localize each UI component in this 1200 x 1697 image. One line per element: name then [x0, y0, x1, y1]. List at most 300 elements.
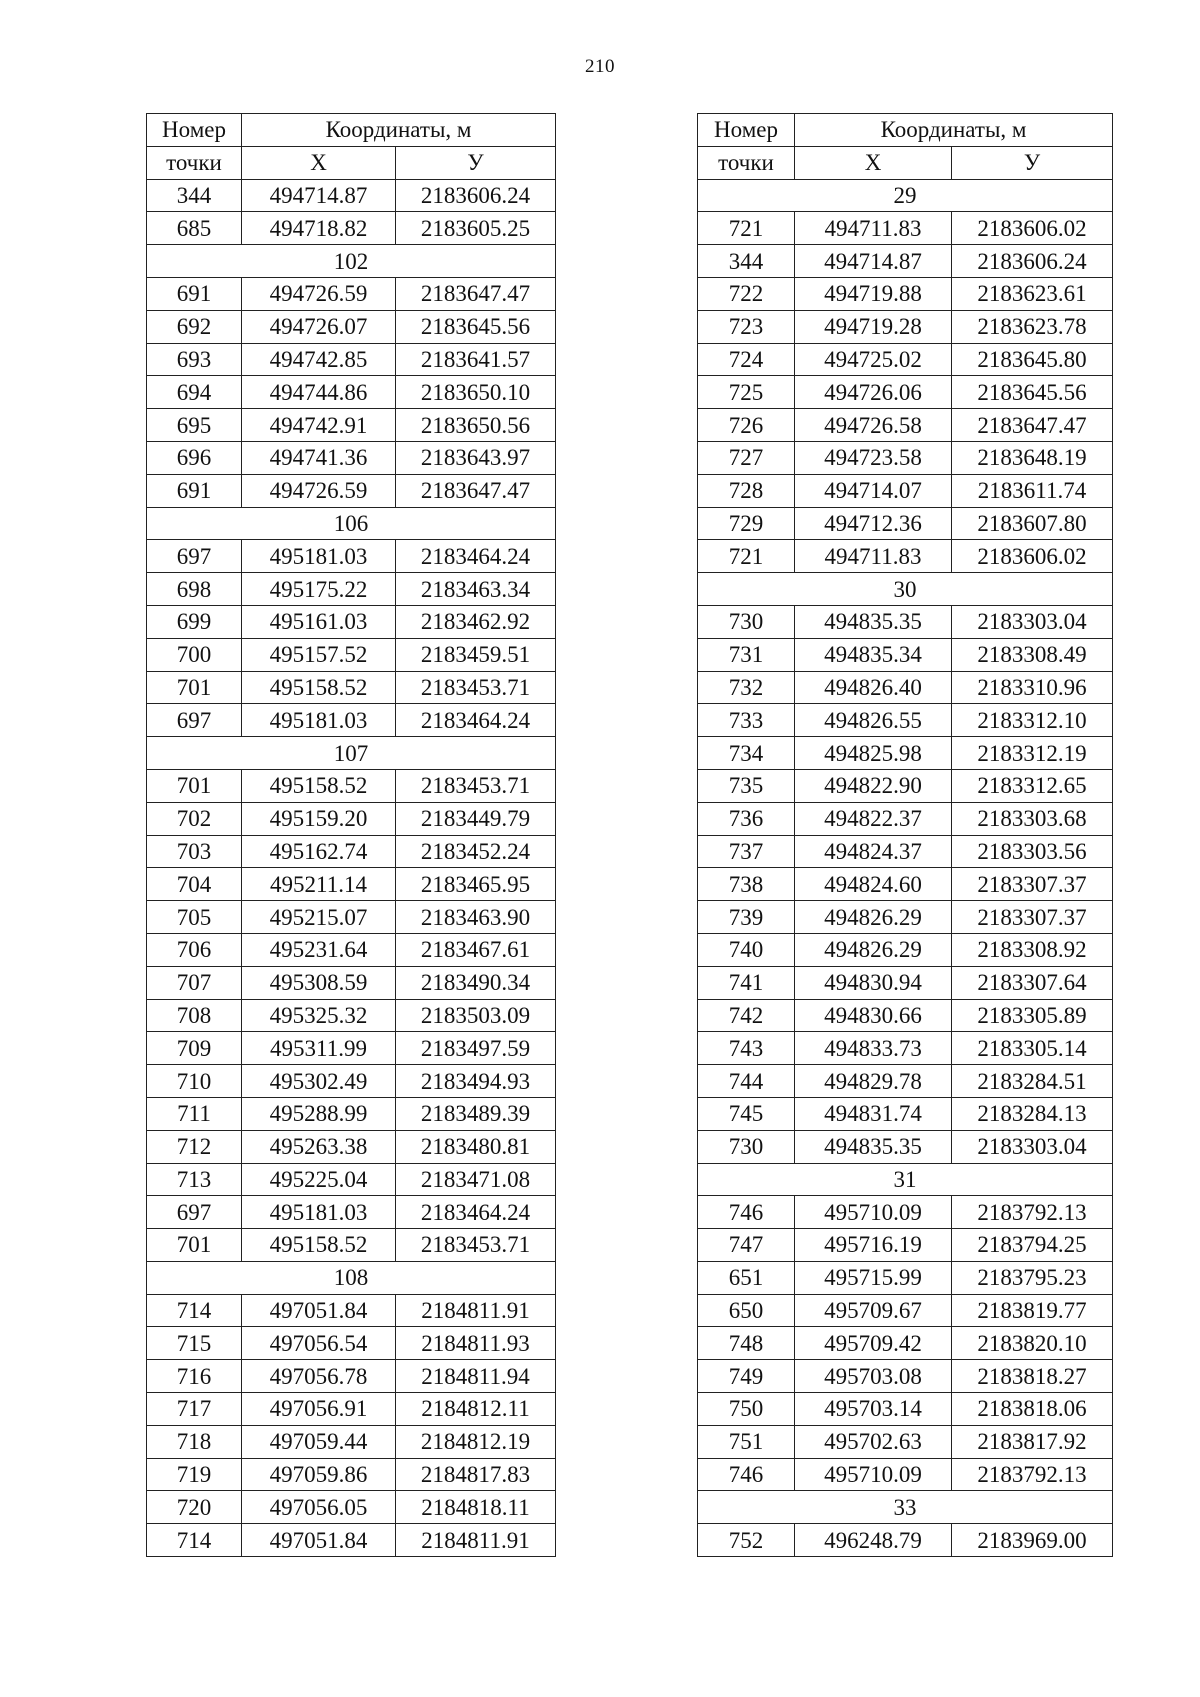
point-number-cell: 701	[147, 671, 242, 704]
point-number-cell: 700	[147, 638, 242, 671]
point-number-cell: 721	[698, 540, 795, 573]
y-coordinate-cell: 2183310.96	[952, 671, 1113, 704]
y-coordinate-cell: 2184817.83	[396, 1458, 556, 1491]
table-row	[147, 638, 556, 671]
y-coordinate-cell: 2183607.80	[952, 507, 1113, 540]
coordinates-header: Координаты, м	[242, 114, 556, 147]
y-coordinate-cell: 2183308.92	[952, 933, 1113, 966]
section-row	[147, 1261, 556, 1294]
point-number-cell: 696	[147, 441, 242, 474]
y-coordinate-cell: 2184811.91	[396, 1294, 556, 1327]
y-coordinate-cell: 2183465.95	[396, 868, 556, 901]
y-coordinate-cell: 2183467.61	[396, 933, 556, 966]
y-coordinate-cell: 2183650.10	[396, 376, 556, 409]
y-coordinate-cell: 2183606.02	[952, 540, 1113, 573]
y-coordinate-cell: 2183464.24	[396, 540, 556, 573]
point-number-cell: 712	[147, 1130, 242, 1163]
point-number-cell: 734	[698, 737, 795, 770]
y-coordinate-cell: 2183463.34	[396, 573, 556, 606]
point-number-cell: 730	[698, 1130, 795, 1163]
section-row	[698, 179, 1113, 212]
point-number-cell: 714	[147, 1294, 242, 1327]
y-coordinate-cell: 2184811.93	[396, 1327, 556, 1360]
y-coordinate-cell: 2184818.11	[396, 1491, 556, 1524]
point-number-cell: 344	[147, 179, 242, 212]
y-coordinate-cell: 2183312.10	[952, 704, 1113, 737]
point-number-cell: 733	[698, 704, 795, 737]
table-row	[147, 835, 556, 868]
point-number-cell: 344	[698, 245, 795, 278]
x-coordinate-cell: 496248.79	[795, 1524, 952, 1557]
x-coordinate-cell: 497056.78	[242, 1360, 396, 1393]
table-row	[698, 1327, 1113, 1360]
y-coordinate-cell: 2184812.19	[396, 1425, 556, 1458]
table-row	[147, 1360, 556, 1393]
y-coordinate-cell: 2183312.19	[952, 737, 1113, 770]
point-number-cell: 711	[147, 1097, 242, 1130]
section-row	[698, 1163, 1113, 1196]
y-coordinate-cell: 2184812.11	[396, 1393, 556, 1426]
y-coordinate-cell: 2183611.74	[952, 474, 1113, 507]
point-number-cell: 697	[147, 540, 242, 573]
x-coordinate-cell: 494719.28	[795, 310, 952, 343]
y-coordinate-cell: 2183480.81	[396, 1130, 556, 1163]
point-number-cell: 744	[698, 1065, 795, 1098]
y-coordinate-cell: 2183643.97	[396, 441, 556, 474]
x-coordinate-cell: 497059.86	[242, 1458, 396, 1491]
x-coordinate-cell: 495716.19	[795, 1229, 952, 1262]
table-row	[698, 409, 1113, 442]
point-number-cell: 722	[698, 277, 795, 310]
table-row	[147, 376, 556, 409]
x-coordinate-cell: 494742.91	[242, 409, 396, 442]
table-row	[147, 1229, 556, 1262]
point-number-cell: 717	[147, 1393, 242, 1426]
y-coordinate-cell: 2183817.92	[952, 1425, 1113, 1458]
table-row	[147, 277, 556, 310]
y-coordinate-cell: 2183303.56	[952, 835, 1113, 868]
table-row	[147, 212, 556, 245]
point-number-cell: 725	[698, 376, 795, 409]
x-coordinate-cell: 494726.58	[795, 409, 952, 442]
table-row	[698, 441, 1113, 474]
y-coordinate-cell: 2183452.24	[396, 835, 556, 868]
y-coordinate-cell: 2183605.25	[396, 212, 556, 245]
x-coordinate-cell: 494824.60	[795, 868, 952, 901]
x-coordinate-cell: 495702.63	[795, 1425, 952, 1458]
table-row	[147, 1032, 556, 1065]
table-row	[698, 1425, 1113, 1458]
table-row	[698, 1196, 1113, 1229]
table-row	[698, 1130, 1113, 1163]
y-coordinate-cell: 2183464.24	[396, 704, 556, 737]
x-coordinate-cell: 495231.64	[242, 933, 396, 966]
coordinates-table-right	[697, 113, 1113, 1557]
x-coordinate-cell: 495311.99	[242, 1032, 396, 1065]
table-row	[147, 573, 556, 606]
table-row	[698, 1065, 1113, 1098]
point-number-header-top: Номер	[698, 114, 795, 147]
point-number-cell: 740	[698, 933, 795, 966]
section-row	[698, 573, 1113, 606]
y-coordinate-cell: 2183623.61	[952, 277, 1113, 310]
y-coordinate-cell: 2183606.24	[952, 245, 1113, 278]
header-row-bottom	[147, 146, 556, 179]
point-number-cell: 746	[698, 1458, 795, 1491]
point-number-cell: 721	[698, 212, 795, 245]
section-row	[147, 245, 556, 278]
table-row	[147, 1130, 556, 1163]
x-coordinate-cell: 494714.87	[795, 245, 952, 278]
x-coordinate-cell: 494714.07	[795, 474, 952, 507]
x-coordinate-cell: 494824.37	[795, 835, 952, 868]
table-row	[147, 409, 556, 442]
x-coordinate-cell: 495325.32	[242, 999, 396, 1032]
section-label: 107	[147, 737, 556, 770]
x-coordinate-cell: 494822.37	[795, 802, 952, 835]
y-coordinate-cell: 2183462.92	[396, 605, 556, 638]
x-coordinate-cell: 495215.07	[242, 901, 396, 934]
table-row	[698, 1229, 1113, 1262]
x-coordinate-cell: 495158.52	[242, 1229, 396, 1262]
table-row	[698, 835, 1113, 868]
x-coordinate-cell: 494741.36	[242, 441, 396, 474]
x-coordinate-cell: 497056.91	[242, 1393, 396, 1426]
x-coordinate-cell: 495175.22	[242, 573, 396, 606]
y-coordinate-cell: 2183645.56	[952, 376, 1113, 409]
point-number-cell: 692	[147, 310, 242, 343]
table-row	[147, 901, 556, 934]
point-number-cell: 752	[698, 1524, 795, 1557]
point-number-cell: 739	[698, 901, 795, 934]
y-coordinate-cell: 2184811.94	[396, 1360, 556, 1393]
x-coordinate-cell: 494831.74	[795, 1097, 952, 1130]
table-row	[147, 1458, 556, 1491]
x-coordinate-cell: 494830.66	[795, 999, 952, 1032]
table-row	[698, 769, 1113, 802]
point-number-cell: 726	[698, 409, 795, 442]
point-number-cell: 697	[147, 704, 242, 737]
x-coordinate-cell: 495710.09	[795, 1458, 952, 1491]
table-row	[698, 802, 1113, 835]
table-row	[147, 999, 556, 1032]
point-number-cell: 737	[698, 835, 795, 868]
x-coordinate-cell: 494726.06	[795, 376, 952, 409]
x-coordinate-cell: 494744.86	[242, 376, 396, 409]
table-row	[698, 638, 1113, 671]
table-row	[698, 966, 1113, 999]
x-coordinate-cell: 495181.03	[242, 1196, 396, 1229]
section-row	[147, 737, 556, 770]
y-coordinate-cell: 2183645.56	[396, 310, 556, 343]
table-row	[147, 605, 556, 638]
table-row	[698, 1032, 1113, 1065]
point-number-cell: 701	[147, 769, 242, 802]
x-coordinate-cell: 495158.52	[242, 769, 396, 802]
y-coordinate-cell: 2183494.93	[396, 1065, 556, 1098]
point-number-cell: 710	[147, 1065, 242, 1098]
x-coordinate-cell: 495159.20	[242, 802, 396, 835]
y-coordinate-cell: 2183307.37	[952, 901, 1113, 934]
y-coordinate-cell: 2183303.04	[952, 605, 1113, 638]
x-coordinate-cell: 494833.73	[795, 1032, 952, 1065]
x-coordinate-cell: 494829.78	[795, 1065, 952, 1098]
table-row	[698, 1458, 1113, 1491]
point-number-cell: 698	[147, 573, 242, 606]
y-coordinate-cell: 2183818.06	[952, 1393, 1113, 1426]
y-coordinate-cell: 2183459.51	[396, 638, 556, 671]
x-coordinate-cell: 495157.52	[242, 638, 396, 671]
table-row	[147, 802, 556, 835]
table-row	[147, 868, 556, 901]
table-row	[698, 1261, 1113, 1294]
point-number-cell: 651	[698, 1261, 795, 1294]
point-number-cell: 742	[698, 999, 795, 1032]
table-row	[147, 1196, 556, 1229]
point-number-cell: 728	[698, 474, 795, 507]
y-coordinate-cell: 2183308.49	[952, 638, 1113, 671]
x-coordinate-cell: 495288.99	[242, 1097, 396, 1130]
y-coordinate-cell: 2183503.09	[396, 999, 556, 1032]
table-row	[698, 310, 1113, 343]
table-row	[147, 1491, 556, 1524]
table-body-left	[147, 114, 556, 1557]
point-number-cell: 743	[698, 1032, 795, 1065]
y-column-header: У	[952, 146, 1113, 179]
y-coordinate-cell: 2183792.13	[952, 1196, 1113, 1229]
y-coordinate-cell: 2183647.47	[396, 474, 556, 507]
table-row	[698, 999, 1113, 1032]
y-column-header: У	[396, 146, 556, 179]
table-row	[698, 212, 1113, 245]
x-coordinate-cell: 495158.52	[242, 671, 396, 704]
table-row	[147, 769, 556, 802]
point-number-cell: 685	[147, 212, 242, 245]
point-number-cell: 732	[698, 671, 795, 704]
table-row	[147, 179, 556, 212]
point-number-cell: 705	[147, 901, 242, 934]
table-row	[147, 1097, 556, 1130]
point-number-cell: 697	[147, 1196, 242, 1229]
point-number-cell: 713	[147, 1163, 242, 1196]
y-coordinate-cell: 2183818.27	[952, 1360, 1113, 1393]
x-coordinate-cell: 494726.59	[242, 277, 396, 310]
x-coordinate-cell: 495308.59	[242, 966, 396, 999]
x-coordinate-cell: 494718.82	[242, 212, 396, 245]
y-coordinate-cell: 2183794.25	[952, 1229, 1113, 1262]
x-coordinate-cell: 494835.35	[795, 605, 952, 638]
point-number-cell: 748	[698, 1327, 795, 1360]
point-number-cell: 730	[698, 605, 795, 638]
y-coordinate-cell: 2183819.77	[952, 1294, 1113, 1327]
x-coordinate-cell: 495710.09	[795, 1196, 952, 1229]
x-coordinate-cell: 494714.87	[242, 179, 396, 212]
table-row	[147, 1163, 556, 1196]
point-number-cell: 724	[698, 343, 795, 376]
x-coordinate-cell: 494712.36	[795, 507, 952, 540]
y-coordinate-cell: 2183284.13	[952, 1097, 1113, 1130]
table-row	[698, 605, 1113, 638]
point-number-cell: 715	[147, 1327, 242, 1360]
point-number-cell: 702	[147, 802, 242, 835]
y-coordinate-cell: 2183284.51	[952, 1065, 1113, 1098]
y-coordinate-cell: 2183307.64	[952, 966, 1113, 999]
table-row	[698, 933, 1113, 966]
y-coordinate-cell: 2183647.47	[952, 409, 1113, 442]
x-coordinate-cell: 495703.08	[795, 1360, 952, 1393]
table-row	[698, 868, 1113, 901]
table-row	[147, 1065, 556, 1098]
point-number-cell: 706	[147, 933, 242, 966]
page-number: 210	[585, 56, 615, 77]
section-label: 108	[147, 1261, 556, 1294]
point-number-cell: 704	[147, 868, 242, 901]
y-coordinate-cell: 2183489.39	[396, 1097, 556, 1130]
point-number-cell: 650	[698, 1294, 795, 1327]
y-coordinate-cell: 2183820.10	[952, 1327, 1113, 1360]
x-coordinate-cell: 494822.90	[795, 769, 952, 802]
table-row	[698, 343, 1113, 376]
x-coordinate-cell: 494826.29	[795, 933, 952, 966]
point-number-cell: 741	[698, 966, 795, 999]
y-coordinate-cell: 2183647.47	[396, 277, 556, 310]
y-coordinate-cell: 2183795.23	[952, 1261, 1113, 1294]
point-number-cell: 738	[698, 868, 795, 901]
x-coordinate-cell: 494835.34	[795, 638, 952, 671]
x-coordinate-cell: 495162.74	[242, 835, 396, 868]
table-row	[698, 1097, 1113, 1130]
section-row	[698, 1491, 1113, 1524]
y-coordinate-cell: 2183641.57	[396, 343, 556, 376]
table-row	[698, 704, 1113, 737]
x-coordinate-cell: 494723.58	[795, 441, 952, 474]
y-coordinate-cell: 2183606.24	[396, 179, 556, 212]
y-coordinate-cell: 2183303.04	[952, 1130, 1113, 1163]
point-number-cell: 745	[698, 1097, 795, 1130]
table-row	[698, 901, 1113, 934]
table-row	[147, 540, 556, 573]
table-row	[147, 966, 556, 999]
point-number-cell: 693	[147, 343, 242, 376]
table-row	[147, 474, 556, 507]
point-number-cell: 727	[698, 441, 795, 474]
y-coordinate-cell: 2183792.13	[952, 1458, 1113, 1491]
point-number-cell: 718	[147, 1425, 242, 1458]
table-row	[147, 704, 556, 737]
y-coordinate-cell: 2184811.91	[396, 1524, 556, 1557]
point-number-cell: 749	[698, 1360, 795, 1393]
point-number-cell: 746	[698, 1196, 795, 1229]
x-coordinate-cell: 495161.03	[242, 605, 396, 638]
x-coordinate-cell: 494826.40	[795, 671, 952, 704]
table-row	[698, 277, 1113, 310]
table-row	[698, 671, 1113, 704]
x-coordinate-cell: 497056.54	[242, 1327, 396, 1360]
x-coordinate-cell: 497051.84	[242, 1524, 396, 1557]
point-number-cell: 751	[698, 1425, 795, 1458]
y-coordinate-cell: 2183305.89	[952, 999, 1113, 1032]
point-number-cell: 731	[698, 638, 795, 671]
section-label: 30	[698, 573, 1113, 606]
header-row-top	[698, 114, 1113, 147]
point-number-header-top: Номер	[147, 114, 242, 147]
point-number-cell: 720	[147, 1491, 242, 1524]
table-row	[698, 1294, 1113, 1327]
table-row	[698, 376, 1113, 409]
point-number-cell: 735	[698, 769, 795, 802]
y-coordinate-cell: 2183453.71	[396, 769, 556, 802]
y-coordinate-cell: 2183969.00	[952, 1524, 1113, 1557]
table-row	[698, 245, 1113, 278]
x-coordinate-cell: 494711.83	[795, 212, 952, 245]
y-coordinate-cell: 2183449.79	[396, 802, 556, 835]
x-coordinate-cell: 495263.38	[242, 1130, 396, 1163]
x-coordinate-cell: 495715.99	[795, 1261, 952, 1294]
table-row	[147, 1393, 556, 1426]
table-row	[147, 1425, 556, 1458]
table-row	[147, 343, 556, 376]
y-coordinate-cell: 2183312.65	[952, 769, 1113, 802]
y-coordinate-cell: 2183303.68	[952, 802, 1113, 835]
table-row	[698, 1524, 1113, 1557]
table-row	[698, 1393, 1113, 1426]
section-label: 29	[698, 179, 1113, 212]
y-coordinate-cell: 2183453.71	[396, 1229, 556, 1262]
y-coordinate-cell: 2183648.19	[952, 441, 1113, 474]
table-row	[147, 1327, 556, 1360]
point-number-cell: 719	[147, 1458, 242, 1491]
y-coordinate-cell: 2183471.08	[396, 1163, 556, 1196]
table-row	[698, 474, 1113, 507]
coordinates-table-left	[146, 113, 556, 1557]
table-row	[147, 1524, 556, 1557]
y-coordinate-cell: 2183606.02	[952, 212, 1113, 245]
section-label: 106	[147, 507, 556, 540]
point-number-cell: 723	[698, 310, 795, 343]
point-number-cell: 699	[147, 605, 242, 638]
x-column-header: Х	[795, 146, 952, 179]
x-coordinate-cell: 495709.42	[795, 1327, 952, 1360]
y-coordinate-cell: 2183623.78	[952, 310, 1113, 343]
y-coordinate-cell: 2183645.80	[952, 343, 1113, 376]
table-row	[147, 933, 556, 966]
x-coordinate-cell: 494725.02	[795, 343, 952, 376]
point-number-cell: 708	[147, 999, 242, 1032]
x-coordinate-cell: 495302.49	[242, 1065, 396, 1098]
table-row	[147, 671, 556, 704]
x-coordinate-cell: 497051.84	[242, 1294, 396, 1327]
x-coordinate-cell: 495181.03	[242, 704, 396, 737]
point-number-cell: 716	[147, 1360, 242, 1393]
section-row	[147, 507, 556, 540]
x-coordinate-cell: 494835.35	[795, 1130, 952, 1163]
x-coordinate-cell: 494726.07	[242, 310, 396, 343]
point-number-cell: 703	[147, 835, 242, 868]
x-coordinate-cell: 494726.59	[242, 474, 396, 507]
point-number-cell: 750	[698, 1393, 795, 1426]
x-coordinate-cell: 494830.94	[795, 966, 952, 999]
table-row	[698, 540, 1113, 573]
point-number-cell: 736	[698, 802, 795, 835]
x-coordinate-cell: 494825.98	[795, 737, 952, 770]
y-coordinate-cell: 2183307.37	[952, 868, 1113, 901]
x-coordinate-cell: 495181.03	[242, 540, 396, 573]
section-label: 31	[698, 1163, 1113, 1196]
x-coordinate-cell: 495211.14	[242, 868, 396, 901]
x-coordinate-cell: 494742.85	[242, 343, 396, 376]
x-coordinate-cell: 495703.14	[795, 1393, 952, 1426]
y-coordinate-cell: 2183497.59	[396, 1032, 556, 1065]
